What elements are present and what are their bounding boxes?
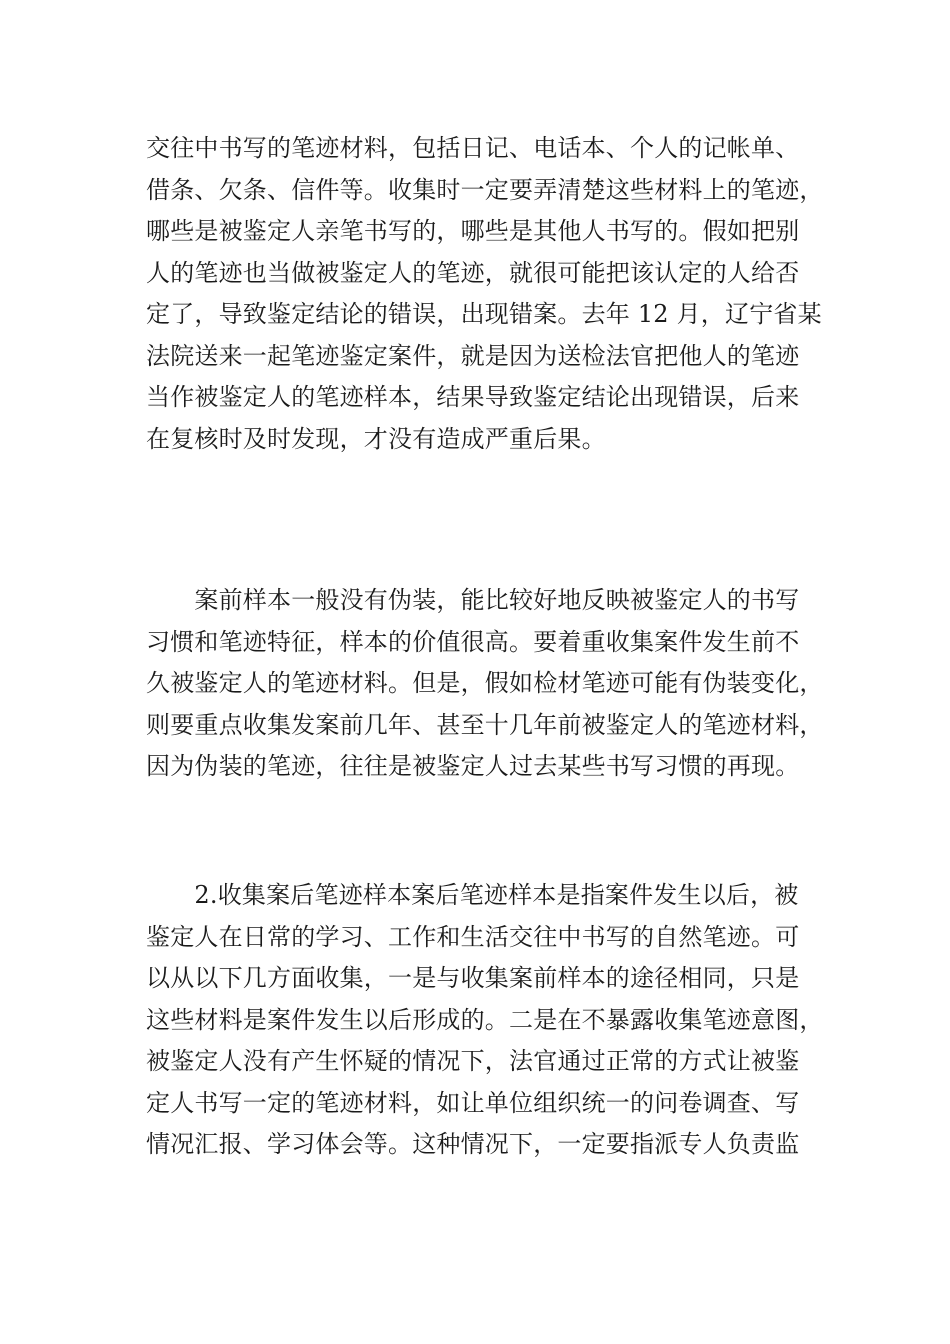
text-line: 被鉴定人没有产生怀疑的情况下，法官通过正常的方式让被鉴 (146, 1047, 800, 1075)
text-line: 当作被鉴定人的笔迹样本，结果导致鉴定结论出现错误，后来 (146, 383, 800, 411)
text-line: 以从以下几方面收集，一是与收集案前样本的途径相同，只是 (146, 964, 800, 992)
text-line: 鉴定人在日常的学习、工作和生活交往中书写的自然笔迹。可 (146, 922, 800, 951)
text-line: 情况汇报、学习体会等。这种情况下，一定要指派专人负责监 (146, 1130, 800, 1158)
text-line: 案前样本一般没有伪装，能比较好地反映被鉴定人的书写 (146, 586, 800, 614)
text-line: 习惯和笔迹特征，样本的价值很高。要着重收集案件发生前不 (146, 627, 800, 656)
text-line: 定人书写一定的笔迹材料，如让单位组织统一的问卷调查、写 (146, 1088, 800, 1117)
text-line: 在复核时及时发现，才没有造成严重后果。 (146, 424, 606, 453)
text-line: 交往中书写的笔迹材料，包括日记、电话本、个人的记帐单、 (146, 134, 800, 162)
text-line: 法院送来一起笔迹鉴定案件，就是因为送检法官把他人的笔迹 (146, 341, 800, 370)
text-line: 定了，导致鉴定结论的错误，出现错案。去年 12 月，辽宁省某 (146, 300, 822, 328)
text-line: 哪些是被鉴定人亲笔书写的，哪些是其他人书写的。假如把别 (146, 217, 800, 245)
text-line: 人的笔迹也当做被鉴定人的笔迹，就很可能把该认定的人给否 (146, 258, 800, 287)
text-line: 借条、欠条、信件等。收集时一定要弄清楚这些材料上的笔迹， (146, 175, 824, 204)
paragraph-2 (146, 580, 826, 788)
text-line: 久被鉴定人的笔迹材料。但是，假如检材笔迹可能有伪装变化， (146, 669, 824, 697)
paragraph-3 (146, 875, 826, 1166)
paragraph-1 (146, 128, 826, 460)
text-line: 则要重点收集发案前几年、甚至十几年前被鉴定人的笔迹材料， (146, 710, 824, 739)
text-line: 因为伪装的笔迹，往往是被鉴定人过去某些书写习惯的再现。 (146, 752, 800, 780)
text-line: 2.收集案后笔迹样本案后笔迹样本是指案件发生以后，被 (146, 881, 799, 909)
text-line: 这些材料是案件发生以后形成的。二是在不暴露收集笔迹意图， (146, 1005, 824, 1034)
